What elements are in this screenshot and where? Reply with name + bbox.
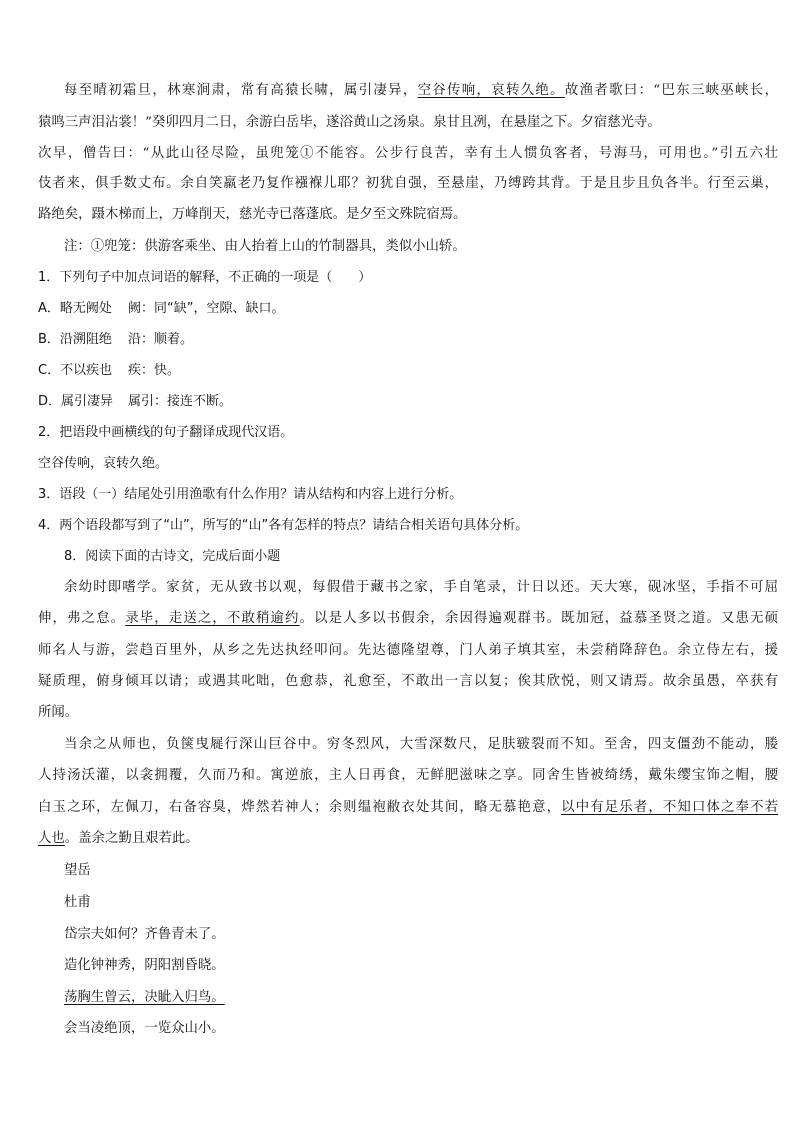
question-3: 3．语段（一）结尾处引用渔歌有什么作用？请从结构和内容上进行分析。 xyxy=(38,487,463,502)
poem-line xyxy=(64,987,778,1009)
option-value: 阙：同“缺”，空隙、缺口。 xyxy=(128,301,285,316)
option-key: A．略无阙处 xyxy=(38,301,112,316)
option-b xyxy=(38,329,778,351)
text-span: 伸，弗之怠。 xyxy=(38,611,126,626)
option-value: 疾：快。 xyxy=(128,363,181,378)
passage2-line xyxy=(38,797,778,819)
passage1-line: 次早，僧告曰：“从此山径尽险，虽兜笼①不能容。公步行良苦，幸有土人惯负客者，号海马，可用也。”引五六壮 xyxy=(38,146,778,161)
underlined-sentence: 以中有足乐者，不知口体之奉不若 xyxy=(561,800,778,815)
text-span: 每至晴初霜旦，林寒涧肃，常有高猿长啸，属引凄异， xyxy=(64,83,418,98)
poem-line: 造化钟神秀，阴阳割昏晓。 xyxy=(64,958,225,973)
question-8: 8．阅读下面的古诗文，完成后面小题 xyxy=(64,549,281,564)
passage2-line: 人持汤沃灌，以衾拥覆，久而乃和。寓逆旅，主人日再食，无鲜肥滋味之享。同舍生皆被绮绣，戴朱缨宝饰之帽，腰 xyxy=(38,768,778,783)
passage2-line: 当余之从师也，负箧曳屣行深山巨谷中。穷冬烈风，大雪深数尺，足肤皲裂而不知。至舍，四支僵劲不能动，媵 xyxy=(64,737,778,752)
poem-line: 会当凌绝顶，一览众山小。 xyxy=(64,1021,225,1036)
underlined-sentence: 空谷传响，哀转久绝。 xyxy=(417,83,565,98)
poem-author: 杜甫 xyxy=(64,895,91,910)
question-4: 4．两个语段都写到了“山”，所写的“山”各有怎样的特点？请结合相关语句具体分析。 xyxy=(38,518,529,533)
passage2-line: 余幼时即嗜学。家贫，无从致书以观，每假借于藏书之家，手自笔录，计日以还。天大寒，砚冰坚，手指不可屈 xyxy=(64,580,778,595)
option-a xyxy=(38,298,778,320)
passage2-line: 所闻。 xyxy=(38,705,79,720)
poem-title: 望岳 xyxy=(64,863,91,878)
option-key: C．不以疾也 xyxy=(38,363,113,378)
text-span: 白玉之环，左佩刀，右备容臭，烨然若神人；余则缊袍敝衣处其间，略无慕艳意， xyxy=(38,800,562,815)
passage2-line xyxy=(38,608,778,630)
option-key: D．属引凄异 xyxy=(38,394,114,409)
text-span: 。以是人多以书假余，余因得遍观群书。既加冠，益慕圣贤之道。又患无硕 xyxy=(299,611,778,626)
question-1: 1．下列句子中加点词语的解释，不正确的一项是（ ） xyxy=(38,270,372,285)
text-span: 故渔者歌曰：“巴东三峡巫峡长， xyxy=(564,83,778,98)
question-2: 2．把语段中画横线的句子翻译成现代汉语。 xyxy=(38,425,294,440)
question-2-sentence: 空谷传响，哀转久绝。 xyxy=(38,456,169,471)
passage1-line: 猿鸣三声泪沾裳！”癸卯四月二日，余游白岳毕，遂浴黄山之汤泉。泉甘且冽，在悬崖之下。夕宿慈光寺。 xyxy=(38,115,661,130)
passage2-line: 疑质理，俯身倾耳以请；或遇其叱咄，色愈恭，礼愈至，不敢出一言以复；俟其欣悦，则又请焉。故余虽愚，卒获有 xyxy=(38,674,778,689)
option-d xyxy=(38,391,778,413)
poem-line: 岱宗夫如何？齐鲁青未了。 xyxy=(64,927,225,942)
underlined-sentence: 荡胸生曾云，决眦入归鸟。 xyxy=(64,990,225,1005)
option-c xyxy=(38,360,778,382)
footnote: 注：①兜笼：供游客乘坐、由人抬着上山的竹制器具，类似小山轿。 xyxy=(64,239,466,254)
passage1-line: 路绝矣，蹑木梯而上，万峰削天，慈光寺已落蓬底。是夕至文殊院宿焉。 xyxy=(38,207,467,222)
option-value: 沿：顺着。 xyxy=(128,332,194,347)
underlined-sentence: 录毕，走送之，不敢稍逾约 xyxy=(125,611,300,626)
passage1-line xyxy=(64,80,778,102)
option-key: B．沿溯阻绝 xyxy=(38,332,112,347)
passage2-line: 师名人与游，尝趋百里外，从乡之先达执经叩问。先达德隆望尊，门人弟子填其室，未尝稍降辞色。余立侍左右，援 xyxy=(38,643,778,658)
passage2-line xyxy=(38,828,778,850)
option-value: 属引：接连不断。 xyxy=(128,394,233,409)
underlined-sentence: 人也 xyxy=(38,831,65,846)
text-span: 。盖余之勤且艰若此。 xyxy=(64,831,199,846)
passage1-line: 伎者来，俱手数丈布。余自笑羸老乃复作襁褓儿耶？初犹自强，至悬崖，乃缚跨其背。于是且步且负各半。行至云巢， xyxy=(38,176,778,191)
